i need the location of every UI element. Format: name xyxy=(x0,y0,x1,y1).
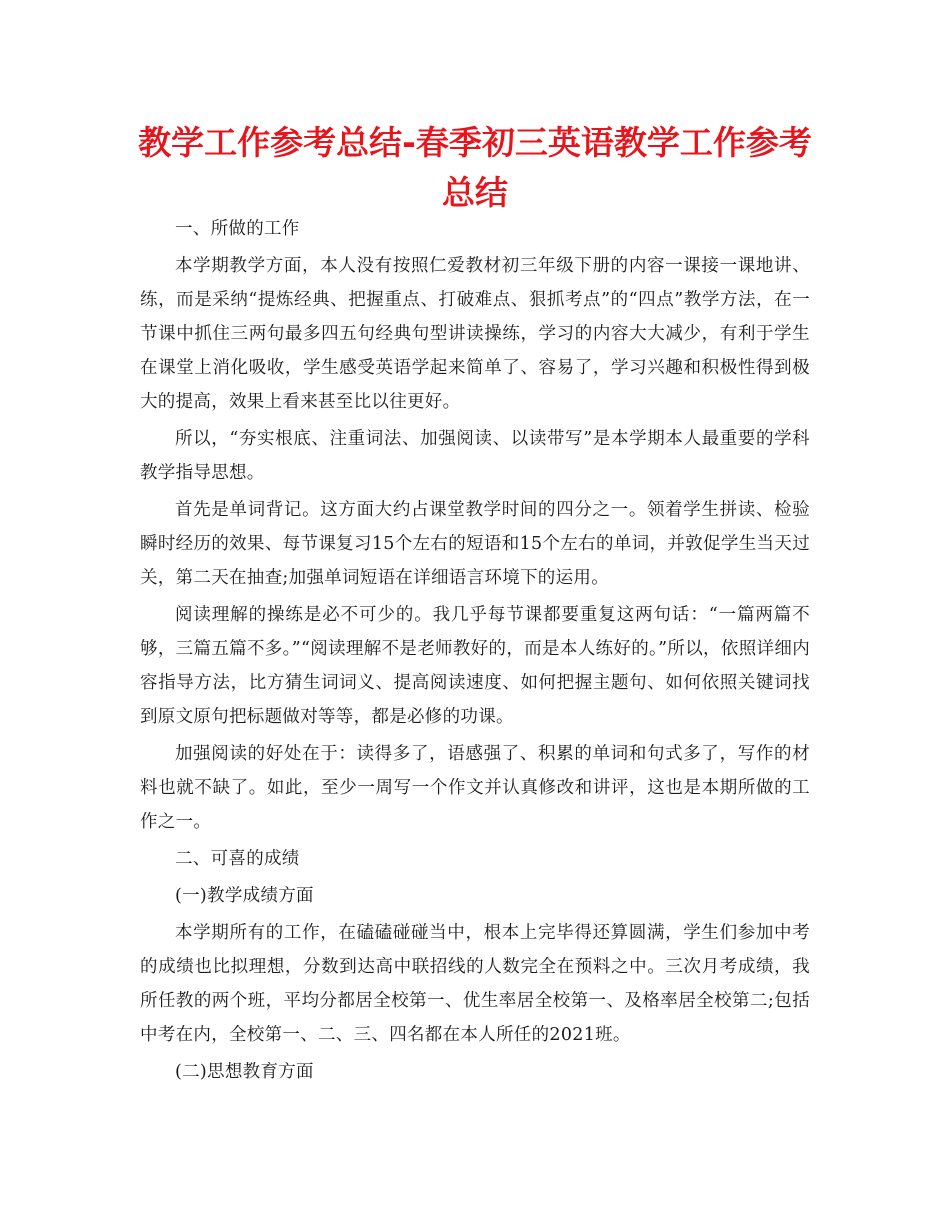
subsection-heading: (一)教学成绩方面 xyxy=(175,886,314,906)
paragraph: 阅读理解的操练是必不可少的。我几乎每节课都要重复这两句话：“一篇两篇不够，三篇五篇不多。”“阅读理解不是老师教好的，而是本人练好的。”所以，依照详细内容指导方法，比方猜生词词义、提高阅读速度、如何把握主题句、如何依照关键词找到原文原句把标题做对等等，都是必修的功课。 xyxy=(140,605,810,727)
paragraph: 加强阅读的好处在于：读得多了，语感强了、积累的单词和句式多了，写作的材料也就不缺了。如此，至少一周写一个作文并认真修改和讲评，这也是本期所做的工作之一。 xyxy=(140,744,810,832)
document-body xyxy=(140,212,810,1092)
paragraph: 本学期所有的工作，在磕磕碰碰当中，根本上完毕得还算圆满，学生们参加中考的成绩也比拟理想，分数到达高中联招线的人数完全在预料之中。三次月考成绩，我所任教的两个班，平均分都居全校第一、优生率居全校第一、及格率居全校第二;包括中考在内，全校第一、二、三、四名都在本人所任的2021班。 xyxy=(140,923,810,1045)
paragraph: 所以，“夯实根底、注重词法、加强阅读、以读带写”是本学期本人最重要的学科教学指导思想。 xyxy=(140,429,810,483)
section-heading: 一、所做的工作 xyxy=(175,219,300,239)
section-heading: 二、可喜的成绩 xyxy=(175,849,300,869)
paragraph: 首先是单词背记。这方面大约占课堂教学时间的四分之一。领着学生拼读、检验瞬时经历的效果、每节课复习15个左右的短语和15个左右的单词，并敦促学生当天过关，第二天在抽查;加强单词短语在详细语言环境下的运用。 xyxy=(140,500,810,588)
subsection-heading: (二)思想教育方面 xyxy=(175,1062,314,1082)
document-title: 教学工作参考总结-春季初三英语教学工作参考总结 xyxy=(138,123,812,212)
paragraph: 本学期教学方面，本人没有按照仁爱教材初三年级下册的内容一课接一课地讲、练，而是采纳“提炼经典、把握重点、打破难点、狠抓考点”的“四点”教学方法，在一节课中抓住三两句最多四五句经典句型讲读操练，学习的内容大大减少，有利于学生在课堂上消化吸收，学生感受英语学起来简单了、容易了，学习兴趣和积极性得到极大的提高，效果上看来甚至比以往更好。 xyxy=(140,256,810,412)
